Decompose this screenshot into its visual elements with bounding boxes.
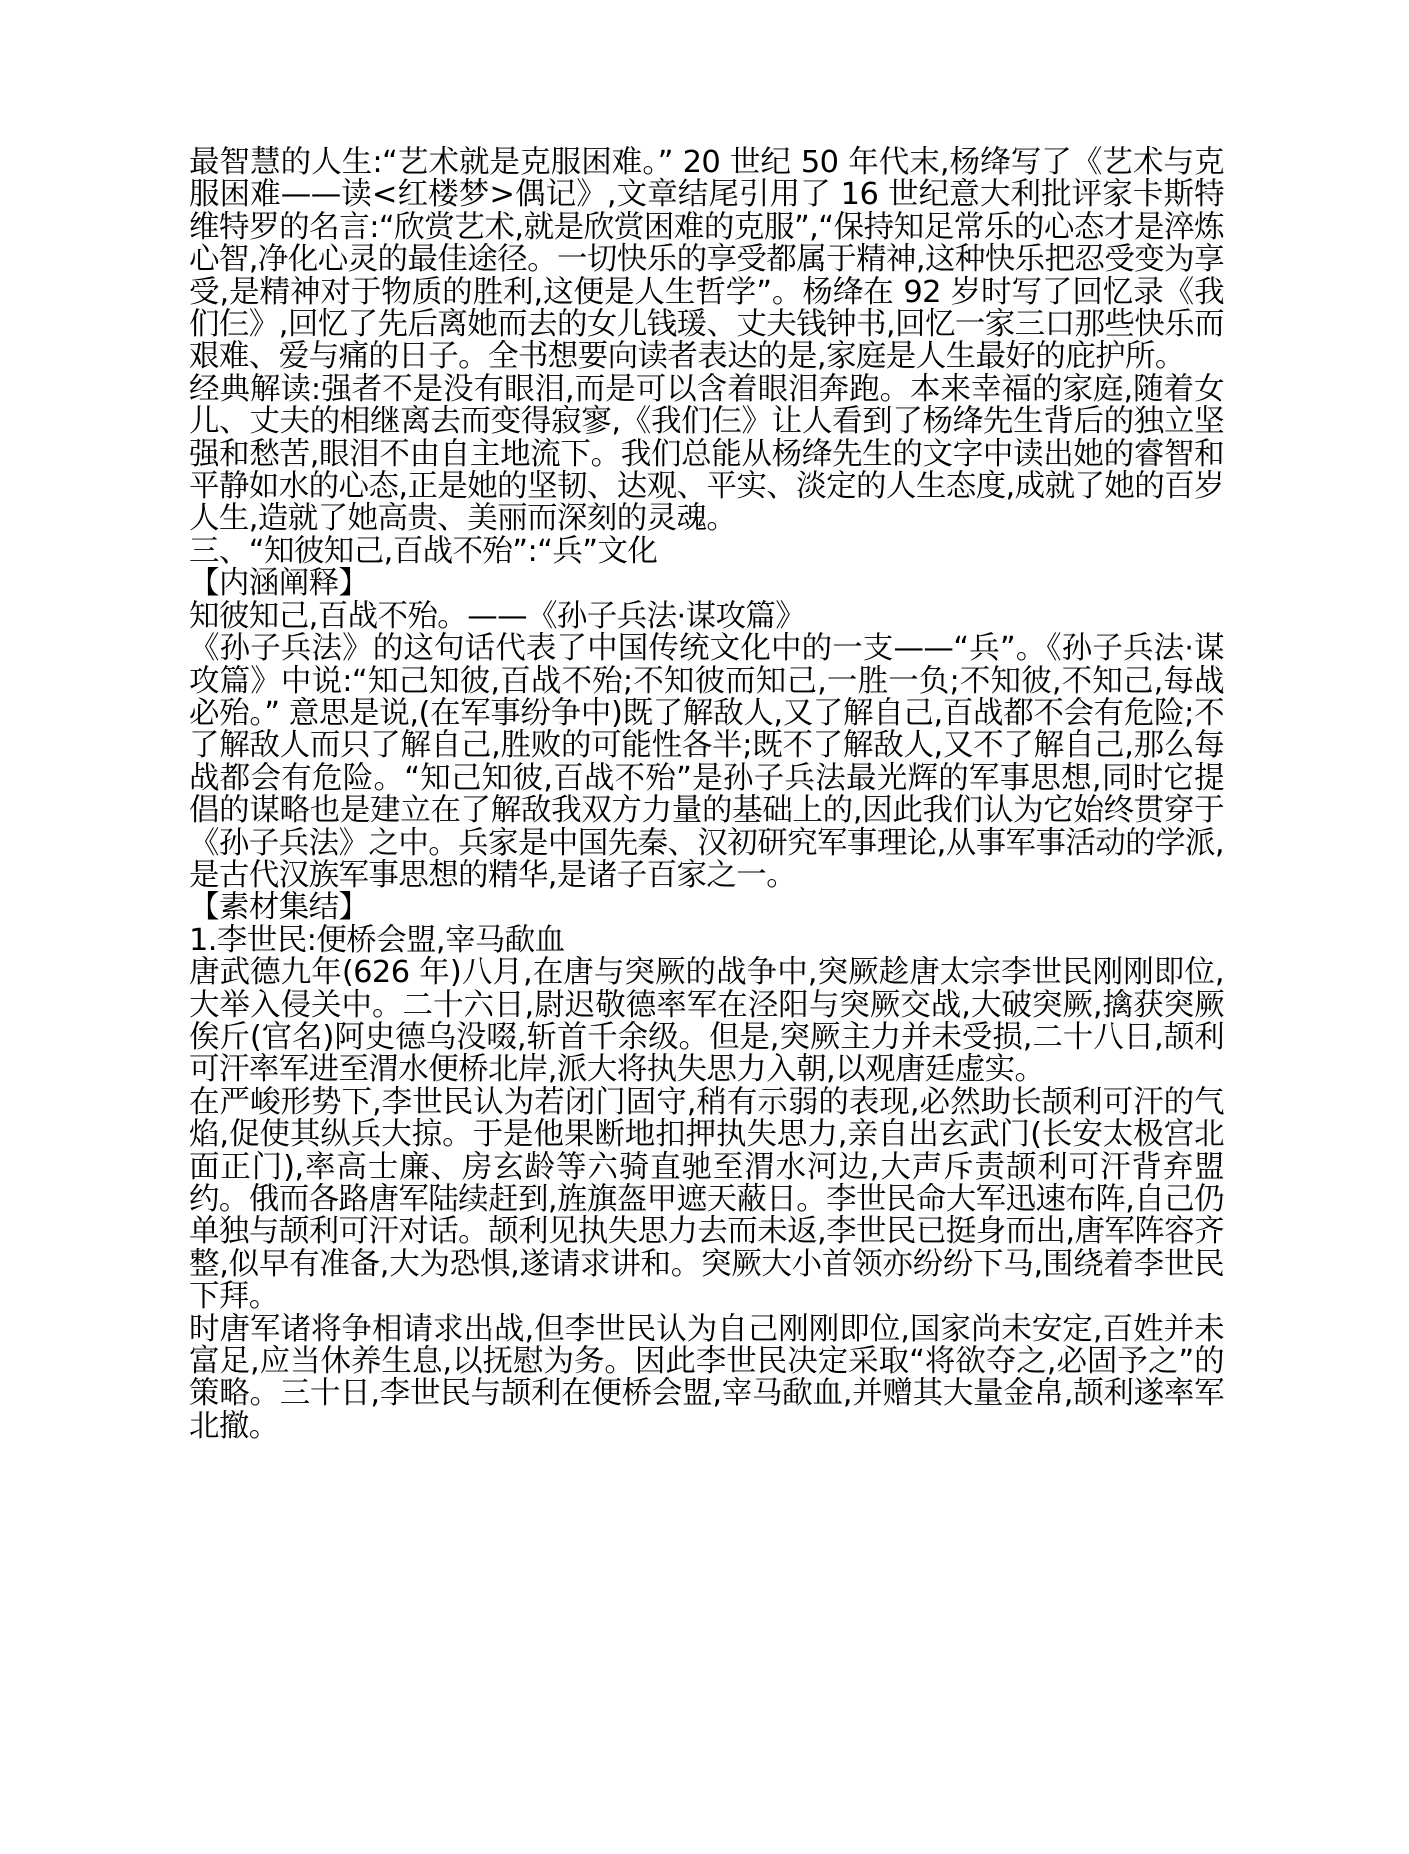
quote-sunzi: 知彼知己,百战不殆。——《孙子兵法·谋攻篇》 <box>189 598 806 634</box>
document-page <box>189 147 1224 1827</box>
item-title-li-shimin: 1.李世民:便桥会盟,宰马歃血 <box>189 922 565 958</box>
paragraph-yang-jiang-art: 最智慧的人生:“艺术就是克服困难。” 20 世纪 50 年代末,杨绛写了《艺术与克服困难——读<红楼梦>偶记》,文章结尾引用了 16 世纪意大利批评家卡斯特维特罗的名言:“欣赏艺术,就是欣赏困难的克服”,“保持知足常乐的心态才是淬炼心智,净化心灵的最佳途径。一切快乐的享受都属于精神,这种快乐把忍受变为享受,是精神对于物质的胜利,这便是人生哲学”。杨绛在 92 岁时写了回忆录《我们仨》,回忆了先后离她而去的女儿钱瑗、丈夫钱钟书,回忆一家三口那些快乐而艰难、爱与痛的日子。全书想要向读者表达的是,家庭是人生最好的庇护所。 <box>189 145 1224 375</box>
paragraph-sunzi-explanation: 《孙子兵法》的这句话代表了中国传统文化中的一支——“兵”。《孙子兵法·谋攻篇》中说:“知己知彼,百战不殆;不知彼而知己,一胜一负;不知彼,不知己,每战必殆。” 意思是说,(在军事纷争中)既了解敌人,又了解自己,百战都不会有危险;不了解敌人而只了解自己,胜败的可能性各半;既不了解敌人,又不了解自己,那么每战都会有危险。“知己知彼,百战不殆”是孙子兵法最光辉的军事思想,同时它提倡的谋略也是建立在了解敌我双方力量的基础上的,因此我们认为它始终贯穿于《孙子兵法》之中。兵家是中国先秦、汉初研究军事理论,从事军事活动的学派,是古代汉族军事思想的精华,是诸子百家之一。 <box>189 631 1224 893</box>
section-heading-bing-culture: 三、“知彼知己,百战不殆”:“兵”文化 <box>189 533 658 569</box>
subheading-connotation: 【内涵阐释】 <box>189 566 369 602</box>
paragraph-wude-war: 唐武德九年(626 年)八月,在唐与突厥的战争中,突厥趁唐太宗李世民刚刚即位,大举入侵关中。二十六日,尉迟敬德率军在泾阳与突厥交战,大破突厥,擒获突厥俟斤(官名)阿史德乌没啜,斩首千余级。但是,突厥主力并未受损,二十八日,颉利可汗率军进至渭水便桥北岸,派大将执失思力入朝,以观唐廷虚实。 <box>189 955 1224 1088</box>
paragraph-classic-interpretation: 经典解读:强者不是没有眼泪,而是可以含着眼泪奔跑。本来幸福的家庭,随着女儿、丈夫的相继离去而变得寂寥,《我们仨》让人看到了杨绛先生背后的独立坚强和愁苦,眼泪不由自主地流下。我们总能从杨绛先生的文字中读出她的睿智和平静如水的心态,正是她的坚韧、达观、平实、淡定的人生态度,成就了她的百岁人生,造就了她高贵、美丽而深刻的灵魂。 <box>189 371 1224 537</box>
subheading-material: 【素材集结】 <box>189 890 369 926</box>
paragraph-weishui-confrontation: 在严峻形势下,李世民认为若闭门固守,稍有示弱的表现,必然助长颉利可汗的气焰,促使其纵兵大掠。于是他果断地扣押执失思力,亲自出玄武门(长安太极宫北面正门),率高士廉、房玄龄等六骑直驰至渭水河边,大声斥责颉利可汗背弃盟约。俄而各路唐军陆续赶到,旌旗盔甲遮天蔽日。李世民命大军迅速布阵,自己仍单独与颉利可汗对话。颉利见执失思力去而未返,李世民已挺身而出,唐军阵容齐整,似早有准备,大为恐惧,遂请求讲和。突厥大小首领亦纷纷下马,围绕着李世民下拜。 <box>189 1084 1224 1315</box>
paragraph-bianqiao-alliance: 时唐军诸将争相请求出战,但李世民认为自己刚刚即位,国家尚未安定,百姓并未富足,应当休养生息,以抚慰为务。因此李世民决定采取“将欲夺之,必固予之”的策略。三十日,李世民与颉利在便桥会盟,宰马歃血,并赠其大量金帛,颉利遂率军北撤。 <box>189 1311 1224 1444</box>
